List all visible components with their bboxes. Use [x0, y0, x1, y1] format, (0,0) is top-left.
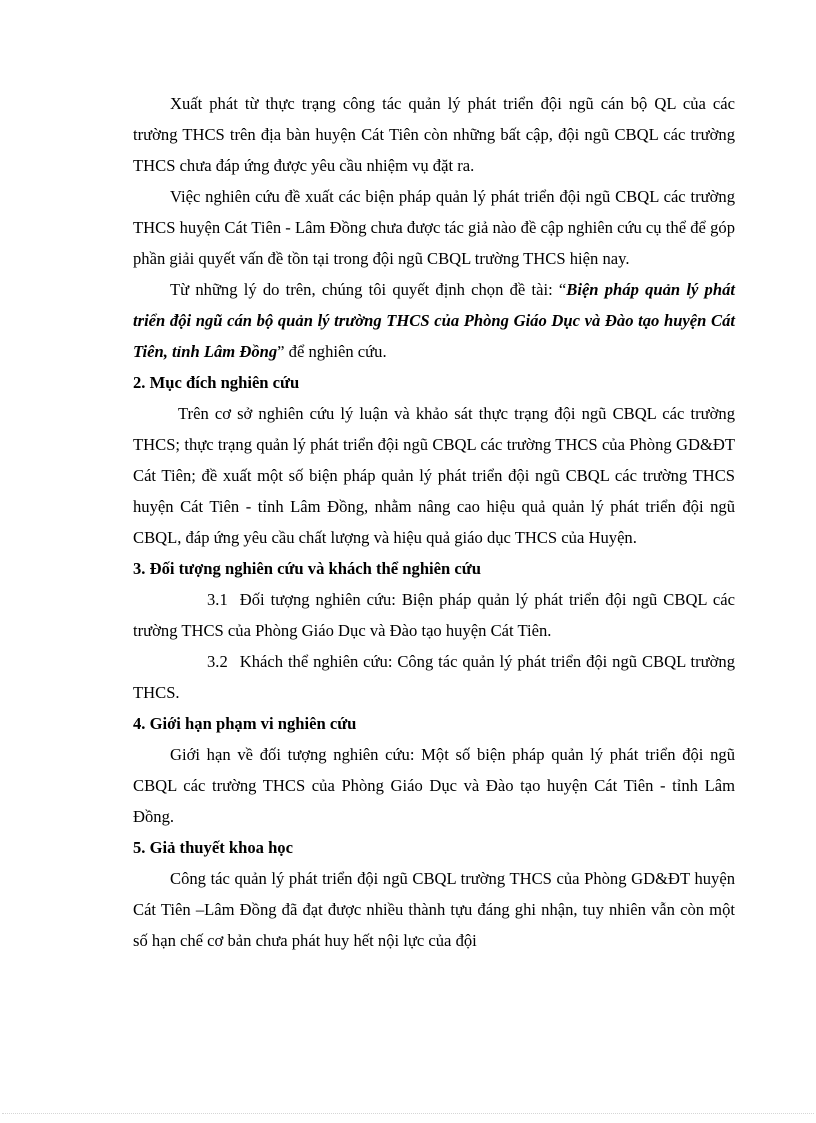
paragraph-research-gap: Việc nghiên cứu đề xuất các biện pháp quản lý phát triển đội ngũ CBQL các trường THCS huyện Cát Tiên - Lâm Đồng chưa được tác giả nào đề cập nghiên cứu cụ thể để góp phần giải quyết vấn đề tồn tại trong đội ngũ CBQL trường THCS hiện nay. — [133, 187, 735, 268]
paragraph-context: Xuất phát từ thực trạng công tác quản lý phát triển đội ngũ cán bộ QL của các trường THCS trên địa bàn huyện Cát Tiên còn những bất cập, đội ngũ CBQL các trường THCS chưa đáp ứng được yêu cầu nhiệm vụ đặt ra. — [133, 94, 735, 175]
section-2-body: Trên cơ sở nghiên cứu lý luận và khảo sát thực trạng đội ngũ CBQL các trường THCS; thực trạng quản lý phát triển đội ngũ CBQL các trường THCS của Phòng GD&ĐT Cát Tiên; đề xuất một số biện pháp quản lý phát triển đội ngũ CBQL các trường THCS huyện Cát Tiên - tỉnh Lâm Đồng, nhằm nâng cao hiệu quả quản lý phát triển đội ngũ CBQL, đáp ứng yêu cầu chất lượng và hiệu quả giáo dục THCS của Huyện. — [133, 404, 735, 547]
list-item-text: Đối tượng nghiên cứu: Biện pháp quản lý phát triển đội ngũ CBQL các trường THCS của Phòng Giáo Dục và Đào tạo huyện Cát Tiên. — [133, 590, 735, 640]
paragraph-topic-choice — [133, 274, 735, 367]
section-2-heading: 2. Mục đích nghiên cứu — [133, 373, 300, 392]
list-item-3-1 — [133, 584, 735, 646]
list-item-number: 3.1 — [207, 590, 228, 609]
topic-title: Biện pháp quản lý phát triển đội ngũ cán bộ quản lý trường THCS của Phòng Giáo Dục và Đào tạo huyện Cát Tiên, tỉnh Lâm Đồng — [133, 280, 735, 361]
list-item-number: 3.2 — [207, 652, 228, 671]
section-5-body: Công tác quản lý phát triển đội ngũ CBQL trường THCS của Phòng GD&ĐT huyện Cát Tiên –Lâm Đồng đã đạt được nhiều thành tựu đáng ghi nhận, tuy nhiên vẫn còn một số hạn chế cơ bản chưa phát huy hết nội lực của đội — [133, 869, 735, 950]
document-page — [133, 88, 735, 956]
list-item-3-2 — [133, 646, 735, 708]
section-4-body: Giới hạn về đối tượng nghiên cứu: Một số biện pháp quản lý phát triển đội ngũ CBQL các trường THCS của Phòng Giáo Dục và Đào tạo huyện Cát Tiên - tỉnh Lâm Đồng. — [133, 745, 735, 826]
list-item-text: Khách thể nghiên cứu: Công tác quản lý phát triển đội ngũ CBQL trường THCS. — [133, 652, 735, 702]
section-5-heading: 5. Giả thuyết khoa học — [133, 838, 293, 857]
topic-intro-text: Từ những lý do trên, chúng tôi quyết định chọn đề tài: “ — [170, 280, 567, 299]
section-3-heading: 3. Đối tượng nghiên cứu và khách thể nghiên cứu — [133, 559, 481, 578]
page-bottom-divider — [2, 1113, 814, 1114]
topic-outro-text: ” để nghiên cứu. — [277, 342, 387, 361]
section-4-heading: 4. Giới hạn phạm vi nghiên cứu — [133, 714, 357, 733]
